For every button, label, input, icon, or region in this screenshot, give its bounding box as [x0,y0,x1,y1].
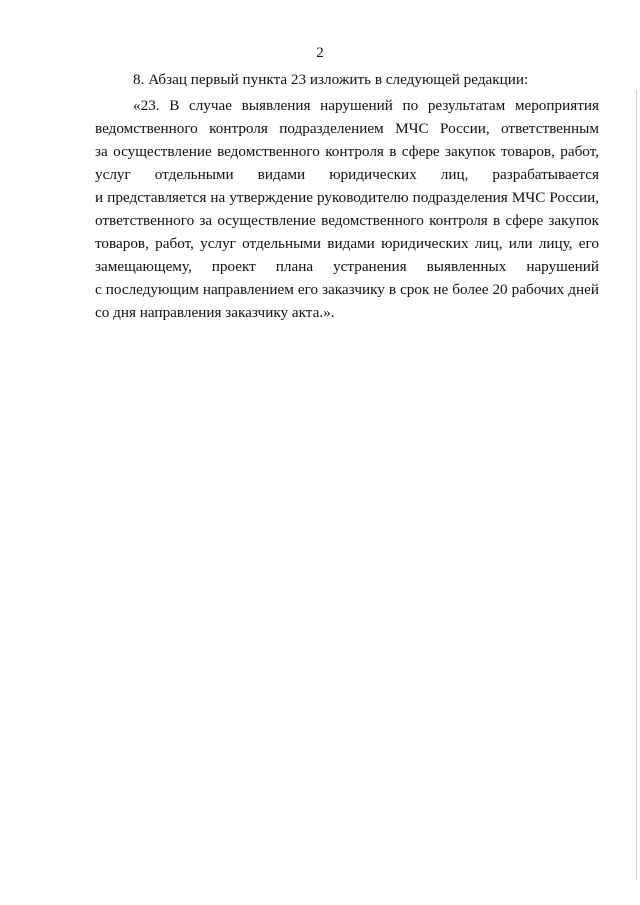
scan-speck [66,707,67,708]
paragraph-23-line-3: за осуществление ведомственного контроля в сфере закупок товаров, работ, [95,143,599,160]
paragraph-23-line-2: ведомственного контроля подразделением МЧС России, ответственным [95,120,599,137]
paragraph-23-line-1: «23. В случае выявления нарушений по результатам мероприятия [133,97,599,114]
paragraph-23-line-7: товаров, работ, услуг отдельными видами юридических лиц, или лицу, его [95,235,599,252]
paragraph-23-line-10: со дня направления заказчику акта.». [95,304,335,321]
paragraph-23-line-5: и представляется на утверждение руководителю подразделения МЧС России, [95,189,599,206]
paragraph-23-line-9: с последующим направлением его заказчику в срок не более 20 рабочих дней [95,281,599,298]
scan-edge-line [636,90,637,880]
paragraph-8-line-1: 8. Абзац первый пункта 23 изложить в следующей редакции: [133,71,529,88]
scan-speck [66,742,67,743]
paragraph-23-line-8: замещающему, проект плана устранения выявленных нарушений [95,258,599,275]
paragraph-23-line-4: услуг отдельными видами юридических лиц, разрабатывается [95,166,599,183]
paragraph-23-line-6: ответственного за осуществление ведомственного контроля в сфере закупок [95,212,599,229]
page-number: 2 [316,45,324,61]
